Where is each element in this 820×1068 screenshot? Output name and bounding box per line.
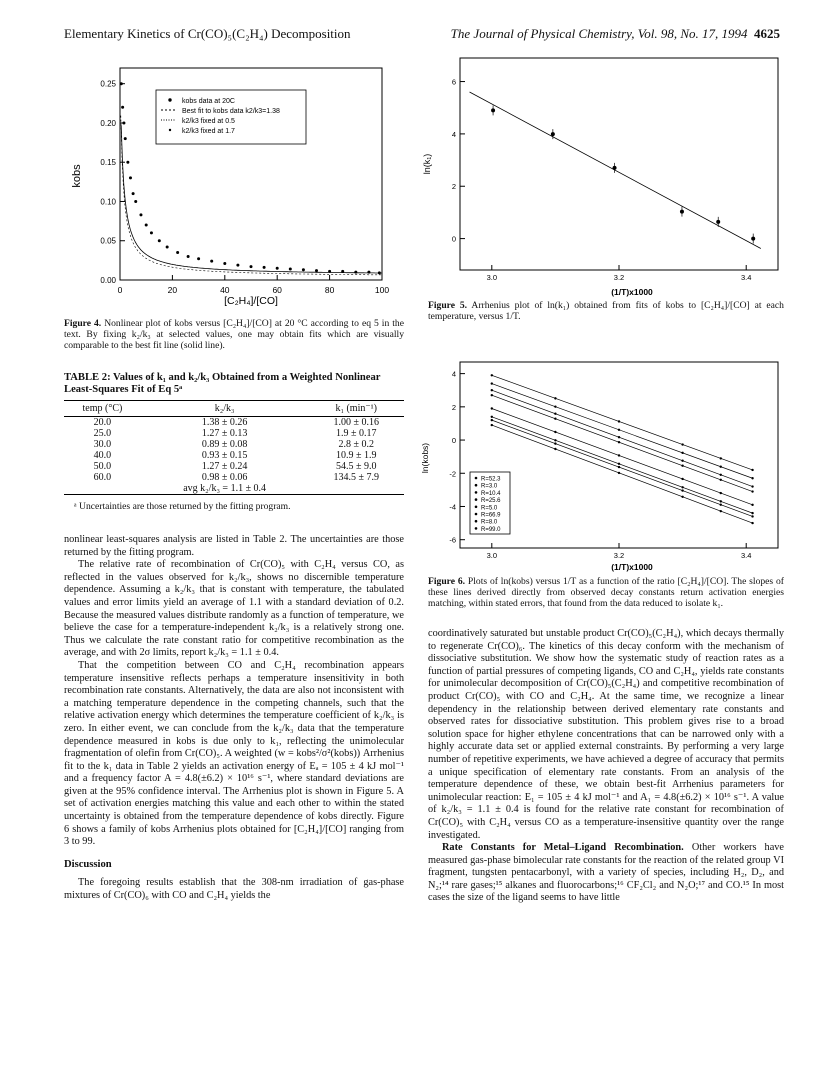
x-tick-label: 3.2 (613, 273, 625, 282)
right-column-text (428, 628, 784, 905)
data-point (126, 161, 129, 164)
legend-item: R=10.4 (481, 490, 501, 497)
data-point (554, 448, 556, 450)
data-point (158, 239, 161, 242)
x-tick-label: 60 (272, 285, 282, 295)
data-point (681, 496, 683, 498)
data-point (554, 418, 556, 420)
table-row: 50.0 1.27 ± 0.24 54.5 ± 9.0 (93, 461, 377, 472)
table2 (64, 372, 404, 512)
data-point (720, 466, 722, 468)
data-point (491, 382, 493, 384)
legend-marker (475, 477, 478, 480)
x-tick-label: 40 (220, 285, 230, 295)
data-point (681, 460, 683, 462)
data-point (491, 419, 493, 421)
data-point (341, 270, 344, 273)
y-tick-label: 0.20 (100, 118, 116, 128)
paragraph: The relative rate of recombination of Cr(CO)₅ with C₂H₄ versus CO, as reflected in the values observed for k₂/k₃, shows no discernible temperature dependence. Assuming a k₂/k₃ that is constant with temperature, the tabulated values and error limits yield an average of 1.1 with a standard deviation of 0.2. Because the measured values distribute randomly as a function of temperature, we believe the case for a temperature-independent k₂/k₃ is a relatively strong one. Thus we calculate the rate constant ratio for competitive recombination as the average, and with 2σ limits, report k₂/k₃ = 1.1 ± 0.4. (64, 559, 404, 659)
legend (156, 90, 306, 144)
table-row: 20.0 1.38 ± 0.26 1.00 ± 0.16 (93, 417, 379, 428)
data-point (210, 260, 213, 263)
legend (470, 472, 510, 534)
y-tick-label: 0.10 (100, 197, 116, 207)
legend-item: k2/k3 fixed at 0.5 (182, 118, 235, 125)
data-point (720, 503, 722, 505)
y-tick-label: 2 (451, 402, 456, 412)
table-row: 60.0 0.98 ± 0.06 134.5 ± 7.9 (93, 472, 379, 483)
paragraph: The foregoing results establish that the 308-nm irradiation of gas-phase mixtures of Cr(CO)₆ with CO and C₂H₄ yields the (64, 877, 404, 902)
legend-item: R=8.0 (481, 519, 498, 526)
figure4-chart (64, 58, 404, 306)
paragraph: Other workers have measured gas-phase bimolecular rate constants for the reaction of the related group VI fragment, tungsten pentacarbonyl, with a variety of species, including H₂, D₂, and N₂;¹⁴ rare gases;¹⁵ alkanes and fluorocarbons;¹⁶ CF₂Cl₂ and N₂O;¹⁷ and CO.¹⁵ In most cases the size of the ligand seems to have little (428, 842, 784, 904)
data-point (720, 457, 722, 459)
figure6-caption: Figure 6. Plots of ln(kobs) versus 1/T as a function of the ratio [C₂H₄]/[CO]. The slopes of these lines derived directly from observed decay constants return activation energies matching, within stated errors, that found from the data reduced to isolate k₁. (428, 576, 784, 610)
legend-item: R=5.0 (481, 505, 498, 512)
data-point (315, 269, 318, 272)
data-point (751, 512, 753, 514)
column-header: k₁ (min⁻¹) (308, 401, 404, 417)
legend-marker (475, 513, 478, 516)
x-tick-label: 3.4 (740, 551, 752, 560)
data-point (554, 397, 556, 399)
data-point (751, 469, 753, 471)
data-point (176, 251, 179, 254)
figure5-chart (418, 54, 784, 298)
journal-citation (451, 26, 780, 42)
data-point (250, 265, 253, 268)
x-tick-label: 3.0 (486, 551, 498, 560)
data-point (139, 213, 142, 216)
data-point (166, 246, 169, 249)
data-point (618, 463, 620, 465)
data-point (720, 500, 722, 502)
y-axis-label: kobs (71, 164, 83, 188)
data-point (491, 374, 493, 376)
data-point (681, 486, 683, 488)
data-point (491, 389, 493, 391)
y-tick-label: 2 (451, 182, 456, 192)
y-axis-label: ln(kobs) (420, 442, 430, 474)
x-axis-label: (1/T)x1000 (611, 287, 653, 297)
series-line (492, 425, 753, 523)
legend-marker (475, 506, 478, 509)
y-tick-label: 6 (451, 77, 456, 87)
left-column-text (64, 534, 404, 903)
data-point (618, 454, 620, 456)
data-point (618, 420, 620, 422)
data-point (121, 106, 124, 109)
data-point (491, 407, 493, 409)
fit-line (470, 92, 761, 249)
page-number: 4625 (754, 26, 780, 41)
paragraph: That the competition between CO and C₂H₄ recombination appears temperature insensitive reflects perhaps a temperature insensitivity in both recombination rate constants. Alternatively, the data are also not inconsistent with a matching temperature dependence in the competing channels, such that the relative activation energy which determines the temperature coefficient of k₂/k₃ is zero. In either event, we can conclude from the k₂/k₃ data that the temperature dependence measured in kobs is due only to k₁, reflecting the unimolecular fragmentation of olefin from Cr(CO)₅. A weighted (w = kobs²/σ²(kobs)) Arrhenius fit to the k₁ data in Table 2 yields an activation energy of Eₐ = 105 ± 4 kJ mol⁻¹ and a frequency factor A = 4.8(±6.2) × 10¹⁶ s⁻¹, where standard deviations are given at the 95% confidence interval. The Arrhenius plot is shown in Figure 5. A set of activation energies matching this value and each other to within the stated uncertainty is obtained from the temperature dependence of kobs directly. Figure 6 shows a family of kobs Arrhenius plots obtained for [C₂H₄]/[CO] ranging from 3 to 99. (64, 659, 404, 848)
x-tick-label: 20 (167, 285, 178, 295)
y-tick-label: 4 (451, 129, 456, 139)
column-header: k₂/k₃ (141, 401, 309, 417)
legend-item: kobs data at 20C (182, 98, 235, 105)
y-tick-label: 0 (451, 234, 456, 244)
y-axis-label: ln(k₁) (422, 153, 432, 175)
data-point (354, 271, 357, 274)
data-point (618, 436, 620, 438)
data-point (289, 268, 292, 271)
data-point (276, 267, 279, 270)
data-point (751, 522, 753, 524)
figure5-caption: Figure 5. Arrhenius plot of ln(k₁) obtained from fits of kobs to [C₂H₄]/[CO] at each temperature, versus 1/T. (428, 300, 784, 323)
legend-item: R=99.0 (481, 526, 501, 533)
plot-frame (460, 58, 778, 270)
table-row: 40.0 0.93 ± 0.15 10.9 ± 1.9 (93, 450, 377, 461)
data-point (681, 443, 683, 445)
y-tick-label: 0.15 (100, 158, 116, 168)
section-heading: Discussion (64, 858, 112, 870)
legend-marker (475, 491, 478, 494)
data-point (129, 176, 132, 179)
table2-grid (64, 400, 404, 495)
table-title: TABLE 2: Values of k₁ and k₂/k₃ Obtained from a Weighted Nonlinear Least-Squares Fit of Eq 5ᵃ (64, 372, 381, 395)
x-tick-label: 80 (324, 285, 335, 295)
legend-marker (475, 484, 478, 487)
journal-name: The Journal of Physical Chemistry, Vol. 98, No. 17, 1994 (450, 26, 748, 41)
data-point (720, 479, 722, 481)
legend-marker (475, 527, 478, 530)
y-tick-label: -2 (449, 469, 456, 479)
data-point (197, 257, 200, 260)
data-point (491, 424, 493, 426)
legend-item: Best fit to kobs data k2/k3=1.38 (182, 108, 280, 115)
data-point (367, 271, 370, 274)
data-point (150, 231, 153, 234)
data-point (751, 515, 753, 517)
data-point (187, 255, 190, 258)
data-point (122, 121, 125, 124)
legend-item: R=3.0 (481, 483, 498, 490)
data-point (554, 405, 556, 407)
legend-marker (475, 520, 478, 523)
table-row: 25.0 1.27 ± 0.13 1.9 ± 0.17 (93, 428, 377, 439)
x-tick-label: 0 (117, 285, 123, 295)
data-point (618, 466, 620, 468)
data-point (751, 485, 753, 487)
data-point (145, 224, 148, 227)
y-tick-label: 4 (451, 369, 456, 379)
y-tick-label: 0.05 (100, 236, 116, 246)
data-point (681, 489, 683, 491)
y-tick-label: -4 (449, 502, 456, 512)
column-header: temp (°C) (64, 401, 141, 417)
data-point (681, 452, 683, 454)
data-point (681, 478, 683, 480)
data-point (720, 492, 722, 494)
x-tick-label: 3.4 (740, 273, 752, 282)
data-point (124, 137, 127, 140)
data-point (618, 429, 620, 431)
y-tick-label: -6 (449, 535, 456, 545)
legend-marker (475, 498, 478, 501)
x-axis-label: [C₂H₄]/[CO] (224, 295, 278, 306)
figure4-caption: Figure 4. Nonlinear plot of kobs versus [C₂H₄]/[CO] at 20 °C according to eq 5 in the text. By fixing k₂/k₃ at selected values, one may obtain fits which are visually comparable to the best fit line (solid line). (64, 318, 404, 352)
y-tick-label: 0.25 (100, 79, 116, 89)
x-axis-label: (1/T)x1000 (611, 562, 653, 572)
data-point (236, 264, 239, 267)
legend-item: R=52.3 (481, 476, 501, 483)
table-average-row: avg k₂/k₃ = 1.1 ± 0.4 (64, 483, 404, 495)
data-point (554, 442, 556, 444)
legend-item: k2/k3 fixed at 1.7 (182, 128, 235, 135)
paragraph: coordinatively saturated but unstable product Cr(CO)₅(C₂H₄), which decays thermally to regenerate Cr(CO)₆. The kinetics of this decay conform with the mechanism of dissociative substitution. We show how the systematic study of reaction rates as a function of partial pressures of competing ligands, CO and C₂H₄, yields rate constants for unimolecular decomposition of Cr(CO)₅(C₂H₄) and competitive recombination of product Cr(CO)₅ with CO and C₂H₄. At the same time, we recognize a linear dependency in the relationship between derived elementary rate constants and observed rates for dissociative substitution. This problem gives rise to a broad solution space for higher ethylene concentrations that can be narrowed only with a highly accurate data set or applied external constraints. By performing a very large number of repetitive experiments, we have achieved a degree of accuracy that permits a unique specification of elementary rate constants. From an analysis of the temperature dependence of these, we obtain best-fit Arrhenius parameters for unimolecular reaction: E₁ = 105 ± 4 kJ mol⁻¹ and A₁ = 4.8(±6.2) × 10¹⁶ s⁻¹. A value of k₂/k₃ = 1.1 ± 0.4 is found for the relative rate constant for recombination of Cr(CO)₅ with C₂H₄ versus CO as a temperature-insensitive quantity over the range investigated. (428, 628, 784, 841)
x-tick-label: 100 (374, 285, 390, 295)
x-tick-label: 3.2 (613, 551, 625, 560)
data-point (618, 472, 620, 474)
data-point (720, 510, 722, 512)
paragraph: nonlinear least-squares analysis are listed in Table 2. The uncertainties are those returned by the fitting program. (64, 534, 404, 558)
data-point (223, 262, 226, 265)
y-tick-label: 0 (451, 436, 456, 446)
data-point (134, 200, 137, 203)
running-header-title: Elementary Kinetics of Cr(CO)₅(C₂H₄) Decomposition (64, 26, 351, 41)
data-point (120, 82, 123, 85)
best-fit-line (121, 125, 382, 273)
section-heading: Rate Constants for Metal–Ligand Recombination. (442, 842, 684, 854)
legend-item: R=66.9 (481, 512, 501, 519)
data-point (491, 416, 493, 418)
data-point (720, 474, 722, 476)
data-point (328, 270, 331, 273)
data-point (491, 394, 493, 396)
data-point (751, 504, 753, 506)
data-point (554, 439, 556, 441)
table-footnote: ᵃ Uncertainties are those returned by the fitting program. (74, 501, 291, 512)
table-row: 30.0 0.89 ± 0.08 2.8 ± 0.2 (93, 439, 374, 450)
series-line (492, 395, 753, 491)
data-point (618, 441, 620, 443)
data-point (751, 477, 753, 479)
data-point (751, 490, 753, 492)
data-point (554, 413, 556, 415)
x-tick-label: 3.0 (486, 273, 498, 282)
series-line (492, 390, 753, 486)
figure6-chart (418, 358, 784, 574)
y-tick-label: 0.00 (100, 276, 116, 285)
data-point (132, 192, 135, 195)
data-point (302, 268, 305, 271)
data-point (554, 431, 556, 433)
data-point (378, 271, 381, 274)
data-point (263, 266, 266, 269)
series-line (492, 420, 753, 516)
legend-item: R=25.6 (481, 498, 501, 505)
data-point (681, 464, 683, 466)
